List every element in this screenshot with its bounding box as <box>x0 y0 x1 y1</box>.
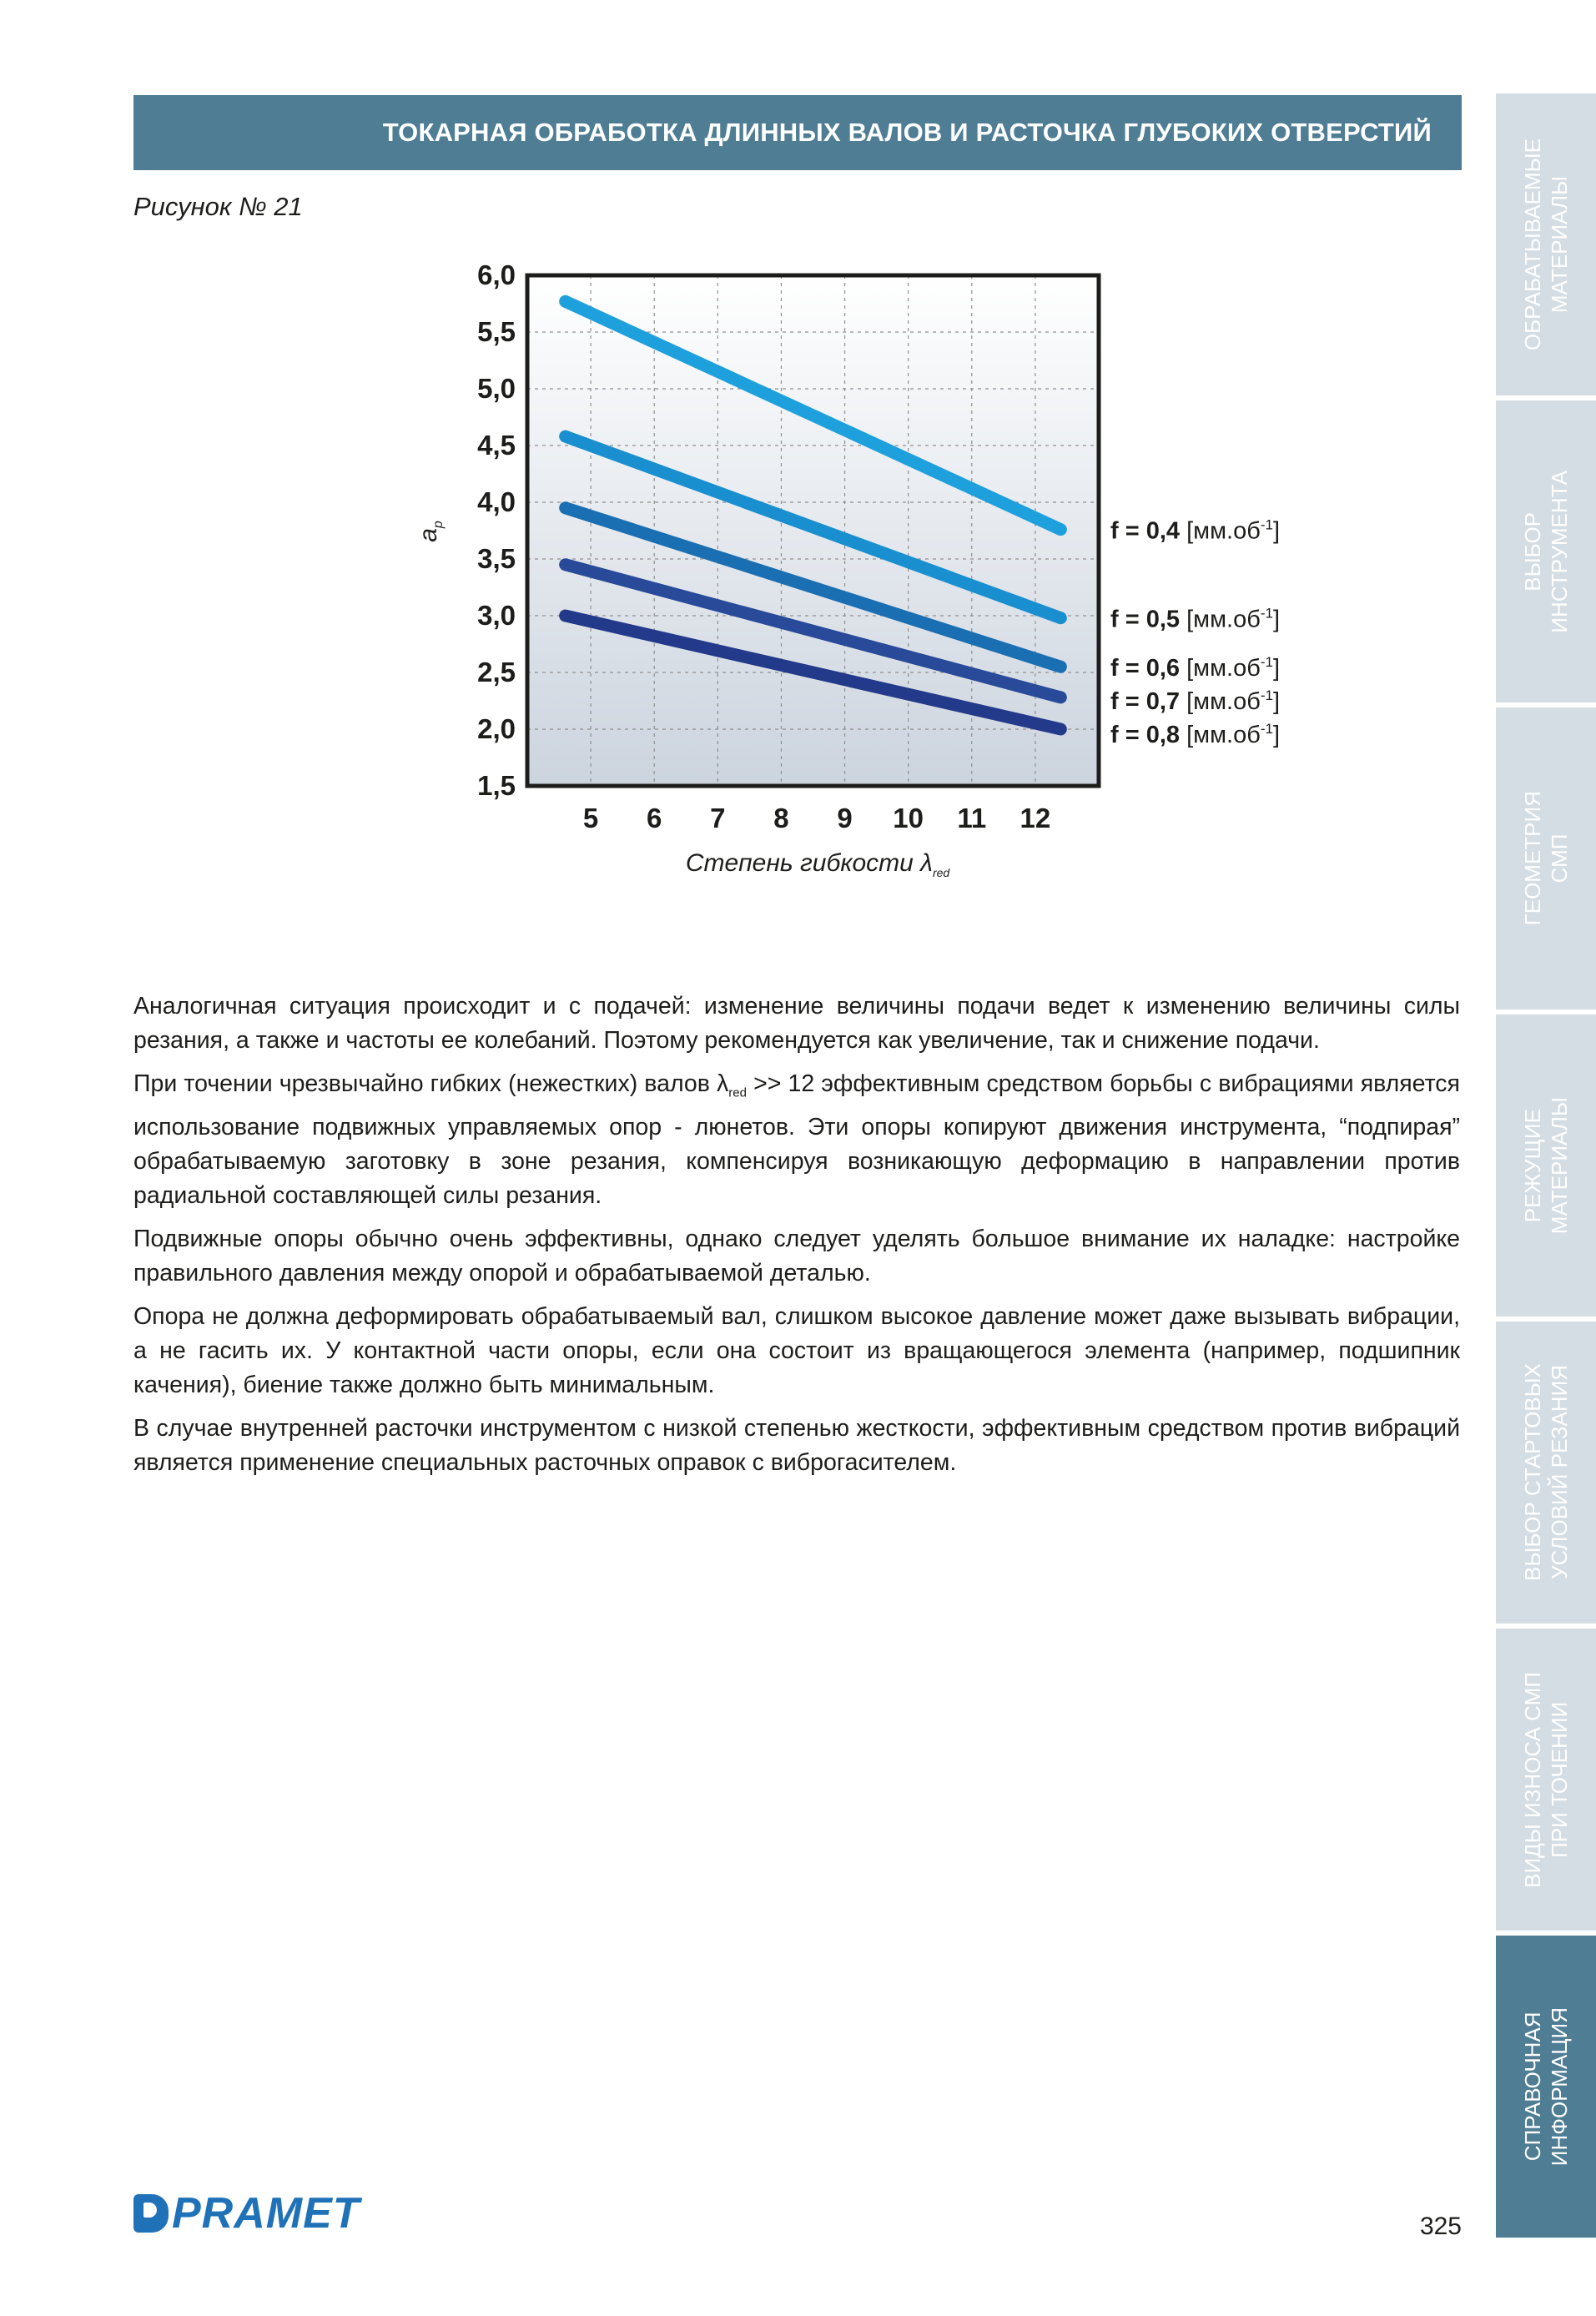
paragraph-2-start: При точении чрезвычайно гибких (нежестких) валов λ <box>133 1070 729 1097</box>
y-axis-label-text: a <box>415 528 442 542</box>
x-axis-label-text: Степень гибкости λ <box>685 849 933 877</box>
pramet-logo-icon <box>133 2194 169 2233</box>
x-tick-label: 7 <box>710 803 726 833</box>
x-tick-label: 5 <box>582 803 599 833</box>
y-tick-label: 6,0 <box>477 259 516 290</box>
chart-y-axis-label <box>415 506 446 556</box>
y-axis-label-sub: p <box>431 521 446 529</box>
x-tick-label: 11 <box>957 803 987 833</box>
y-tick-label: 5,5 <box>477 316 516 347</box>
pramet-logo-text: PRAMET <box>172 2189 360 2238</box>
lambda-subscript: red <box>728 1085 747 1100</box>
header-title: ТОКАРНАЯ ОБРАБОТКА ДЛИННЫХ ВАЛОВ И РАСТОЧКА ГЛУБОКИХ ОТВЕРСТИЙ <box>382 118 1432 147</box>
tab-label: СПРАВОЧНАЯ ИНФОРМАЦИЯ <box>1520 2006 1572 2167</box>
tab-label: ВИДЫ ИЗНОСА СМП ПРИ ТОЧЕНИИ <box>1520 1671 1572 1888</box>
legend-label-5: f = 0,8 $[мм.об^{-1}]$ <box>1110 721 1280 749</box>
tab-label: РЕЖУЩИЕ МАТЕРИАЛЫ <box>1520 1096 1572 1235</box>
y-tick-label: 1,5 <box>477 770 516 801</box>
x-tick-label: 8 <box>773 803 789 833</box>
tab-wear-types[interactable] <box>1496 1629 1596 1931</box>
tab-workpiece-materials[interactable] <box>1496 93 1596 395</box>
tab-reference-info[interactable] <box>1496 1936 1596 2238</box>
feed-chart <box>400 250 1318 851</box>
y-tick-label: 2,0 <box>477 713 516 744</box>
y-tick-label: 5,0 <box>477 373 516 404</box>
paragraph-3: Подвижные опоры обычно очень эффективны, однако следует уделять большое внимание их наладке: настройке правильного давления между опорой и обрабатываемой деталью. <box>133 1225 1460 1286</box>
x-axis-label-sub: red <box>932 866 950 879</box>
body-text <box>133 989 1460 1489</box>
x-tick-label: 10 <box>893 803 924 833</box>
tab-label: ВЫБОР СТАРТОВЫХ УСЛОВИЙ РЕЗАНИЯ <box>1520 1363 1572 1582</box>
x-tick-label: 9 <box>837 803 853 833</box>
tab-insert-geometry[interactable] <box>1496 707 1596 1009</box>
pramet-logo <box>133 2189 360 2238</box>
y-tick-label: 2,5 <box>477 657 516 687</box>
paragraph-5: В случае внутренней расточки инструментом с низкой степенью жесткости, эффективным средством против вибраций является применение специальных расточных оправок с виброгасителем. <box>133 1414 1460 1476</box>
tab-label: ОБРАБАТЫВАЕМЫЕ МАТЕРИАЛЫ <box>1520 138 1572 351</box>
page-number: 325 <box>1419 2213 1462 2240</box>
tab-cutting-materials[interactable] <box>1496 1015 1596 1317</box>
tab-label: ГЕОМЕТРИЯ СМП <box>1520 791 1572 926</box>
y-tick-label: 3,0 <box>477 600 516 631</box>
paragraph-2-end: >> 12 эффективным средством борьбы с вибрациями является использование подвижных управляемых опор - люнетов. Эти опоры копируют движения инструмента, “подпирая” обрабатываемую заготовку в зоне резания, компенсируя возникающую деформацию в направлении против радиальной составляющей силы резания. <box>133 1070 1460 1209</box>
paragraph-1: Аналогичная ситуация происходит и с подачей: изменение величины подачи ведет к изменению величины силы резания, а также и частоты ее колебаний. Поэтому рекомендуется как увеличение, так и снижение подачи. <box>133 993 1460 1054</box>
figure-caption: Рисунок № 21 <box>133 192 303 221</box>
x-tick-label: 6 <box>647 803 662 833</box>
legend-label-2: f = 0,5 $[мм.об^{-1}]$ <box>1110 605 1280 633</box>
tab-label: ВЫБОР ИНСТРУМЕНТА <box>1520 470 1572 633</box>
tab-tool-selection[interactable] <box>1496 400 1596 702</box>
tab-starting-conditions[interactable] <box>1496 1322 1596 1624</box>
x-tick-label: 12 <box>1020 803 1051 833</box>
y-tick-label: 4,0 <box>477 486 516 517</box>
paragraph-4: Опора не должна деформировать обрабатываемый вал, слишком высокое давление может даже вызывать вибрации, а не гасить их. У контактной части опоры, если она состоит из вращающегося элемента (например, подшипник качения), биение также должно быть минимальным. <box>133 1302 1460 1398</box>
y-tick-label: 4,5 <box>477 430 516 461</box>
paragraph-2 <box>133 1067 1460 1213</box>
chart-x-axis-label <box>467 849 1168 879</box>
legend-label-3: f = 0,6 $[мм.об^{-1}]$ <box>1110 654 1280 682</box>
legend-label-1: f = 0,4 $[мм.об^{-1}]$ <box>1110 516 1280 545</box>
legend-label-4: f = 0,7 $[мм.об^{-1}]$ <box>1110 687 1280 716</box>
y-tick-label: 3,5 <box>477 543 516 574</box>
page-header <box>133 95 1462 170</box>
